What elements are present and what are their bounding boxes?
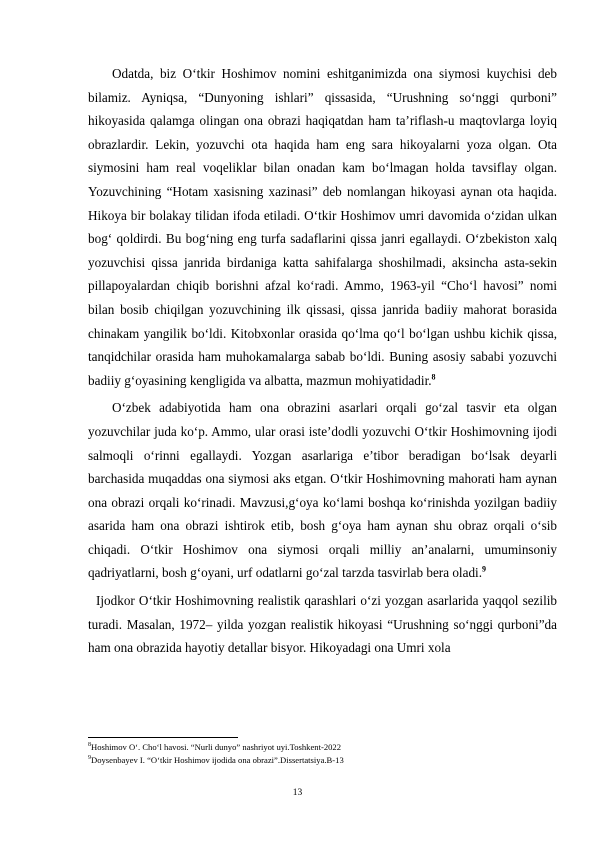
footnote-ref-9[interactable]: 9 bbox=[482, 565, 487, 575]
body-text bbox=[88, 62, 557, 660]
paragraph-1-text: Odatda, biz O‘tkir Hoshimov nomini eshitganimizda ona siymosi kuychisi deb bilamiz. Ayniqsa, “Dunyoning ishlari” qissasida, “Urushning so‘nggi qurboni” hikoyasida qalamga olingan ona obrazi haqiqatdan ham ta’riflash-u maqtovlarga loyiq obrazlardir. Lekin, yozuvchi ota haqida ham eng sara hikoyalarni yoza olgan. Ota siymosini ham real voqeliklar bilan onadan kam bo‘lmagan holda tavsiflay olgan. Yozuvchining “Hotam xasisning xazinasi” deb nomlangan hikoyasi aynan ota haqida. Hikoya bir bolakay tilidan ifoda etiladi. O‘tkir Hoshimov umri davomida o‘zidan ulkan bog‘ qoldirdi. Bu bog‘ning eng turfa sadaflarini qissa janri egallaydi. O‘zbekiston xalq yozuvchisi qissa janrida birdaniga katta sahifalarga shoshilmadi, aksincha asta-sekin pillapoyalardan chiqib borishni afzal ko‘radi. Ammo, 1963-yil “Cho‘l havosi” nomi bilan bosib chiqilgan yozuvchining ilk qissasi, qissa janrida badiiy mahorat borasida chinakam yangilik bo‘ldi. Kitobxonlar orasida qo‘lma qo‘l bo‘lgan ushbu kichik qissa, tanqidchilar orasida ham muhokamalarga sabab bo‘ldi. Buning asosiy sababi yozuvchi badiiy g‘oyasining kengligida va albatta, mazmun mohiyatidadir. bbox=[88, 66, 557, 388]
footnote-9-number: 9 bbox=[88, 755, 91, 762]
footnote-8-number: 8 bbox=[88, 742, 91, 749]
footnote-divider bbox=[88, 737, 238, 738]
paragraph-3-text: Ijodkor O‘tkir Hoshimovning realistik qarashlari o‘zi yozgan asarlarida yaqqol sezilib turadi. Masalan, 1972– yilda yozgan realistik hikoyasi “Urushning so‘nggi qurboni”da ham ona obrazida hayotiy detallar bisyor. Hikoyadagi ona Umri xola bbox=[88, 593, 557, 656]
footnote-ref-8[interactable]: 8 bbox=[431, 372, 436, 382]
footnote-8-text: Hoshimov O‘. Cho‘l havosi. “Nurli dunyo” nashriyot uyi.Toshkent-2022 bbox=[91, 742, 342, 752]
paragraph-1 bbox=[88, 62, 557, 392]
footnote-8 bbox=[88, 741, 557, 754]
page-number: 13 bbox=[292, 788, 303, 798]
paragraph-2-text: O‘zbek adabiyotida ham ona obrazini asarlari orqali go‘zal tasvir eta olgan yozuvchilar juda ko‘p. Ammo, ular orasi iste’dodli yozuvchi O‘tkir Hoshimovning ijodi salmoqli o‘rinni egallaydi. Yozgan asarlariga e’tibor beradigan bo‘lsak deyarli barchasida muqaddas ona siymosi aks etgan. O‘tkir Hoshimovning mahorati ham aynan ona obrazi orqali ko‘rinadi. Mavzusi,g‘oya ko‘lami boshqa ko‘rinishda yozilgan badiiy asarida ham ona obrazi ishtirok etib, bosh g‘oya ham aynan shu obraz orqali o‘sib chiqadi. O‘tkir Hoshimov ona siymosi orqali milliy an’analarni, umuminsoniy qadriyatlarni, bosh g‘oyani, urf odatlarni go‘zal tarzda tasvirlab bera oladi. bbox=[88, 400, 557, 581]
paragraph-2 bbox=[88, 396, 557, 585]
footnotes bbox=[88, 741, 557, 767]
footnote-9-text: Doysenbayev I. “O‘tkir Hoshimov ijodida ona obrazi”.Dissertatsiya.B-13 bbox=[91, 755, 344, 765]
footnote-9 bbox=[88, 754, 557, 767]
paragraph-3 bbox=[88, 589, 557, 660]
